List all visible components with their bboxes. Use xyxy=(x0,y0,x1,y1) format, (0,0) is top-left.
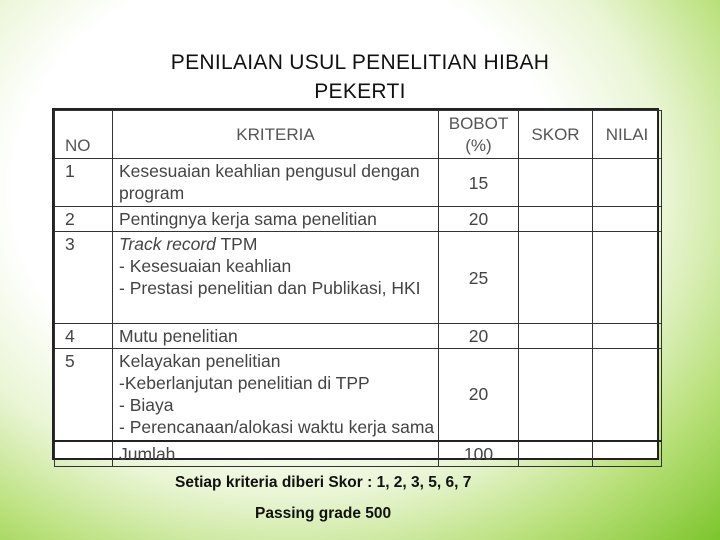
row-bobot: 25 xyxy=(439,232,519,324)
row-no: 5 xyxy=(55,349,113,441)
kriteria-line xyxy=(119,233,432,255)
row-skor xyxy=(519,232,593,324)
row-skor xyxy=(519,159,593,207)
header-skor: SKOR xyxy=(519,111,593,159)
table-row xyxy=(55,349,662,441)
table-header-row xyxy=(55,111,662,159)
kriteria-line: - Perencanaan/alokasi waktu kerja sama xyxy=(119,417,435,437)
row-kriteria xyxy=(113,232,439,324)
table-row xyxy=(55,232,662,324)
row-nilai xyxy=(593,207,662,232)
kriteria-line: - Prestasi penelitian dan Publikasi, HKI xyxy=(119,278,421,298)
kriteria-line: - Biaya xyxy=(119,395,174,415)
row-skor xyxy=(519,324,593,349)
row-skor xyxy=(519,207,593,232)
kriteria-italic-prefix: Track record xyxy=(119,234,216,254)
header-nilai: NILAI xyxy=(593,111,662,159)
row-nilai xyxy=(593,349,662,441)
total-bobot: 100 xyxy=(439,441,519,467)
kriteria-line-rest: TPM xyxy=(215,234,258,254)
total-skor xyxy=(519,441,593,467)
passing-grade-note: Passing grade 500 xyxy=(255,505,392,522)
row-no: 1 xyxy=(55,159,113,207)
row-no: 2 xyxy=(55,207,113,232)
kriteria-line: Pentingnya kerja sama penelitian xyxy=(119,209,377,229)
header-bobot-line1: BOBOT xyxy=(448,113,509,133)
row-nilai xyxy=(593,159,662,207)
kriteria-line: - Kesesuaian keahlian xyxy=(119,256,292,276)
table-row xyxy=(55,159,662,207)
row-kriteria xyxy=(113,207,439,232)
header-no: NO xyxy=(55,111,113,159)
total-no xyxy=(55,441,113,467)
table-total-row xyxy=(55,441,662,467)
criteria-table xyxy=(52,108,659,464)
kriteria-line: -Keberlanjutan penelitian di TPP xyxy=(119,373,370,393)
row-skor xyxy=(519,349,593,441)
header-kriteria: KRITERIA xyxy=(113,111,439,159)
kriteria-line: program xyxy=(119,183,185,203)
total-nilai xyxy=(593,441,662,467)
score-note: Setiap kriteria diberi Skor : 1, 2, 3, 5, 6, 7 xyxy=(175,474,472,491)
table-row xyxy=(55,207,662,232)
kriteria-line: Kelayakan penelitian xyxy=(119,351,281,371)
row-bobot: 20 xyxy=(439,207,519,232)
row-no: 3 xyxy=(55,232,113,324)
row-kriteria xyxy=(113,324,439,349)
header-bobot-line2: (%) xyxy=(465,135,492,155)
page-title xyxy=(0,48,720,106)
total-label: Jumlah xyxy=(113,441,439,467)
row-bobot: 15 xyxy=(439,159,519,207)
row-bobot: 20 xyxy=(439,349,519,441)
row-kriteria xyxy=(113,349,439,441)
header-bobot xyxy=(439,111,519,159)
row-bobot: 20 xyxy=(439,324,519,349)
title-line-2: PEKERTI xyxy=(314,80,406,103)
row-nilai xyxy=(593,232,662,324)
row-nilai xyxy=(593,324,662,349)
kriteria-line: Mutu penelitian xyxy=(119,326,238,346)
row-no: 4 xyxy=(55,324,113,349)
title-line-1: PENILAIAN USUL PENELITIAN HIBAH xyxy=(170,51,550,74)
kriteria-line: Kesesuaian keahlian pengusul dengan xyxy=(119,161,420,181)
row-kriteria xyxy=(113,159,439,207)
table-row xyxy=(55,324,662,349)
